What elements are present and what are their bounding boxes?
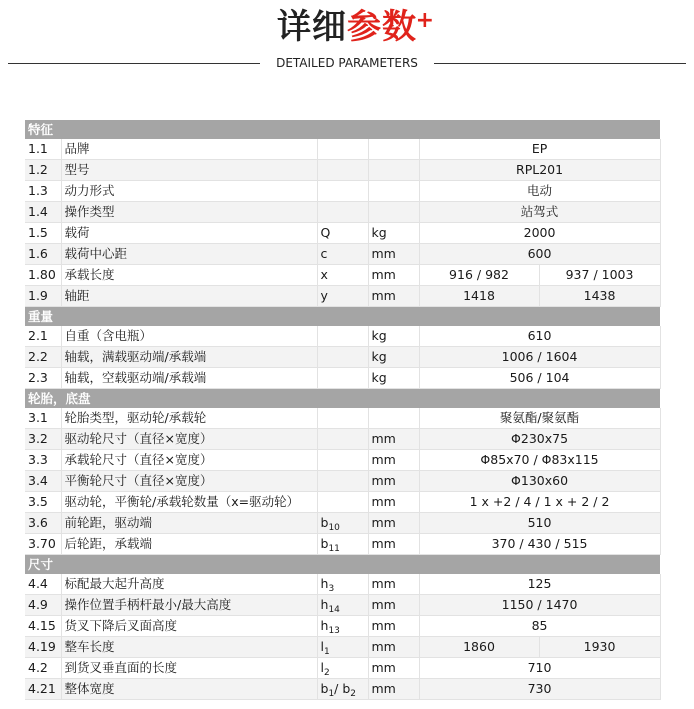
- symbol-text: b: [320, 536, 329, 551]
- row-number: 1.1: [25, 139, 61, 160]
- row-unit: mm: [368, 637, 419, 658]
- row-symbol: [317, 679, 368, 700]
- table-row: [25, 368, 660, 389]
- section-header-row: [25, 389, 660, 409]
- symbol-text: / b: [334, 681, 351, 696]
- row-number: 4.2: [25, 658, 61, 679]
- row-number: 4.9: [25, 595, 61, 616]
- symbol-text: l: [320, 639, 324, 654]
- row-name: 驱动轮，平衡轮/承载轮数量（x=驱动轮）: [61, 492, 317, 513]
- row-unit: mm: [368, 286, 419, 307]
- row-unit: [368, 202, 419, 223]
- symbol-text: c: [320, 246, 328, 261]
- table-row: [25, 534, 660, 555]
- row-unit: mm: [368, 429, 419, 450]
- row-number: 2.1: [25, 326, 61, 347]
- section-label: 重量: [25, 307, 660, 327]
- row-unit: [368, 139, 419, 160]
- row-name: 货叉下降后叉面高度: [61, 616, 317, 637]
- row-number: 4.19: [25, 637, 61, 658]
- row-value: 站驾式: [419, 202, 660, 223]
- row-name: 动力形式: [61, 181, 317, 202]
- row-name: 整车长度: [61, 637, 317, 658]
- row-value: 1860: [419, 637, 539, 658]
- row-number: 3.3: [25, 450, 61, 471]
- row-unit: [368, 181, 419, 202]
- row-number: 3.4: [25, 471, 61, 492]
- row-number: 1.3: [25, 181, 61, 202]
- row-symbol: [317, 326, 368, 347]
- table-row: [25, 160, 660, 181]
- table-row: [25, 616, 660, 637]
- row-value: 1150 / 1470: [419, 595, 660, 616]
- row-value: 1930: [539, 637, 660, 658]
- row-value: 710: [419, 658, 660, 679]
- table-row: [25, 326, 660, 347]
- row-symbol: [317, 347, 368, 368]
- row-value: 610: [419, 326, 660, 347]
- row-unit: mm: [368, 244, 419, 265]
- symbol-subscript: 1: [328, 689, 335, 699]
- row-name: 整体宽度: [61, 679, 317, 700]
- row-name: 操作位置手柄杆最小/最大高度: [61, 595, 317, 616]
- section-header-row: [25, 307, 660, 327]
- row-name: 标配最大起升高度: [61, 574, 317, 595]
- row-symbol: [317, 181, 368, 202]
- row-value: Φ85x70 / Φ83x115: [419, 450, 660, 471]
- row-number: 1.4: [25, 202, 61, 223]
- symbol-subscript: 13: [328, 626, 340, 636]
- row-symbol: [317, 616, 368, 637]
- row-name: 驱动轮尺寸（直径×宽度）: [61, 429, 317, 450]
- row-unit: kg: [368, 326, 419, 347]
- symbol-text: l: [320, 660, 324, 675]
- row-value: 730: [419, 679, 660, 700]
- row-name: 操作类型: [61, 202, 317, 223]
- row-name: 前轮距，驱动端: [61, 513, 317, 534]
- row-number: 4.4: [25, 574, 61, 595]
- row-unit: mm: [368, 265, 419, 286]
- row-name: 自重（含电瓶）: [61, 326, 317, 347]
- symbol-text: h: [320, 597, 329, 612]
- row-symbol: [317, 658, 368, 679]
- table-row: [25, 347, 660, 368]
- row-unit: mm: [368, 574, 419, 595]
- row-value: 510: [419, 513, 660, 534]
- row-number: 3.6: [25, 513, 61, 534]
- row-unit: [368, 160, 419, 181]
- row-value: 370 / 430 / 515: [419, 534, 660, 555]
- row-symbol: [317, 202, 368, 223]
- row-unit: mm: [368, 679, 419, 700]
- page-subtitle: DETAILED PARAMETERS: [276, 56, 418, 70]
- symbol-text: y: [320, 288, 328, 303]
- symbol-text: b: [320, 681, 329, 696]
- row-symbol: [317, 223, 368, 244]
- symbol-text: Q: [320, 225, 331, 240]
- row-unit: mm: [368, 450, 419, 471]
- row-unit: mm: [368, 534, 419, 555]
- table-row: [25, 139, 660, 160]
- row-number: 2.2: [25, 347, 61, 368]
- row-name: 品牌: [61, 139, 317, 160]
- table-row: [25, 595, 660, 616]
- row-symbol: [317, 244, 368, 265]
- page-title: [277, 4, 435, 50]
- row-symbol: [317, 637, 368, 658]
- row-number: 1.5: [25, 223, 61, 244]
- row-symbol: [317, 595, 368, 616]
- table-row: [25, 450, 660, 471]
- page-heading: [0, 4, 694, 50]
- row-unit: [368, 408, 419, 429]
- row-value: 1418: [419, 286, 539, 307]
- row-value: 937 / 1003: [539, 265, 660, 286]
- table-row: [25, 286, 660, 307]
- spec-table: [25, 120, 661, 700]
- row-name: 承载轮尺寸（直径×宽度）: [61, 450, 317, 471]
- row-number: 2.3: [25, 368, 61, 389]
- row-value: Φ130x60: [419, 471, 660, 492]
- row-name: 型号: [61, 160, 317, 181]
- table-row: [25, 471, 660, 492]
- row-value: EP: [419, 139, 660, 160]
- symbol-text: x: [320, 267, 328, 282]
- row-number: 1.9: [25, 286, 61, 307]
- symbol-subscript: 14: [328, 605, 340, 615]
- row-name: 轴载，空载驱动端/承载端: [61, 368, 317, 389]
- row-value: RPL201: [419, 160, 660, 181]
- row-name: 轴载，满载驱动端/承载端: [61, 347, 317, 368]
- row-symbol: [317, 534, 368, 555]
- section-label: 特征: [25, 120, 660, 139]
- symbol-subscript: 10: [328, 523, 340, 533]
- row-number: 3.2: [25, 429, 61, 450]
- symbol-subscript: 3: [328, 584, 335, 594]
- row-value: Φ230x75: [419, 429, 660, 450]
- table-row: [25, 679, 660, 700]
- row-unit: kg: [368, 223, 419, 244]
- row-value: 85: [419, 616, 660, 637]
- row-name: 平衡轮尺寸（直径×宽度）: [61, 471, 317, 492]
- row-number: 3.5: [25, 492, 61, 513]
- row-symbol: [317, 513, 368, 534]
- row-symbol: [317, 471, 368, 492]
- symbol-text: b: [320, 515, 329, 530]
- row-symbol: [317, 574, 368, 595]
- symbol-subscript: 1: [323, 647, 330, 657]
- row-symbol: [317, 408, 368, 429]
- row-value: 506 / 104: [419, 368, 660, 389]
- table-row: [25, 202, 660, 223]
- row-unit: mm: [368, 492, 419, 513]
- subtitle-row: [8, 54, 686, 72]
- row-value: 2000: [419, 223, 660, 244]
- row-value: 600: [419, 244, 660, 265]
- section-header-row: [25, 555, 660, 575]
- section-header-row: [25, 120, 660, 139]
- row-unit: mm: [368, 471, 419, 492]
- plus-icon: +: [415, 8, 435, 33]
- row-symbol: [317, 492, 368, 513]
- row-number: 4.21: [25, 679, 61, 700]
- row-number: 1.2: [25, 160, 61, 181]
- row-unit: kg: [368, 347, 419, 368]
- row-symbol: [317, 368, 368, 389]
- row-unit: mm: [368, 513, 419, 534]
- row-unit: mm: [368, 595, 419, 616]
- row-value: 916 / 982: [419, 265, 539, 286]
- row-name: 轴距: [61, 286, 317, 307]
- row-symbol: [317, 160, 368, 181]
- row-symbol: [317, 265, 368, 286]
- table-row: [25, 244, 660, 265]
- table-row: [25, 408, 660, 429]
- table-row: [25, 658, 660, 679]
- title-red-part: 参数: [347, 7, 417, 47]
- symbol-subscript: 2: [350, 689, 357, 699]
- divider-right: [434, 63, 686, 64]
- row-name: 到货叉垂直面的长度: [61, 658, 317, 679]
- symbol-text: h: [320, 576, 329, 591]
- row-name: 承载长度: [61, 265, 317, 286]
- row-value: 电动: [419, 181, 660, 202]
- row-symbol: [317, 450, 368, 471]
- row-value: 1006 / 1604: [419, 347, 660, 368]
- title-dark-part: 详细: [277, 7, 347, 47]
- row-unit: kg: [368, 368, 419, 389]
- row-symbol: [317, 139, 368, 160]
- row-number: 1.80: [25, 265, 61, 286]
- table-row: [25, 223, 660, 244]
- table-row: [25, 637, 660, 658]
- row-number: 3.1: [25, 408, 61, 429]
- row-number: 3.70: [25, 534, 61, 555]
- row-number: 1.6: [25, 244, 61, 265]
- row-value: 1438: [539, 286, 660, 307]
- row-name: 载荷中心距: [61, 244, 317, 265]
- symbol-subscript: 11: [328, 544, 340, 554]
- row-unit: mm: [368, 616, 419, 637]
- row-unit: mm: [368, 658, 419, 679]
- table-row: [25, 181, 660, 202]
- row-name: 载荷: [61, 223, 317, 244]
- symbol-subscript: 2: [323, 668, 330, 678]
- table-row: [25, 513, 660, 534]
- row-value: 125: [419, 574, 660, 595]
- table-row: [25, 429, 660, 450]
- row-number: 4.15: [25, 616, 61, 637]
- table-row: [25, 574, 660, 595]
- row-name: 轮胎类型，驱动轮/承载轮: [61, 408, 317, 429]
- row-symbol: [317, 429, 368, 450]
- table-row: [25, 492, 660, 513]
- row-name: 后轮距，承载端: [61, 534, 317, 555]
- row-symbol: [317, 286, 368, 307]
- table-row: [25, 265, 660, 286]
- section-label: 尺寸: [25, 555, 660, 575]
- symbol-text: h: [320, 618, 329, 633]
- row-value: 聚氨酯/聚氨酯: [419, 408, 660, 429]
- section-label: 轮胎，底盘: [25, 389, 660, 409]
- row-value: 1 x +2 / 4 / 1 x + 2 / 2: [419, 492, 660, 513]
